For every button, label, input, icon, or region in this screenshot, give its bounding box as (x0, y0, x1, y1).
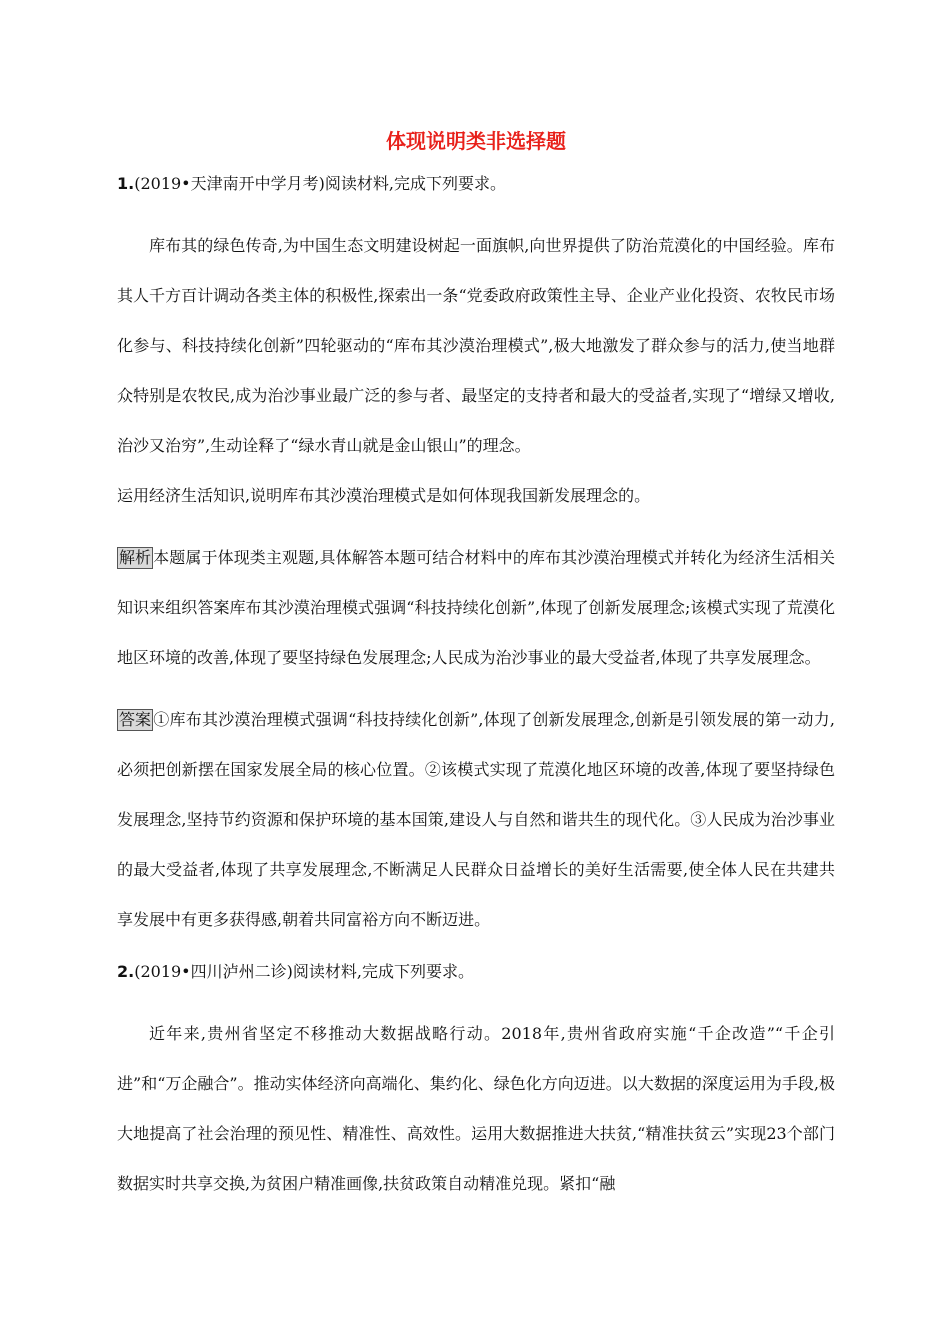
question-1-analysis (117, 533, 835, 683)
question-1 (117, 167, 835, 945)
analysis-text: 本题属于体现类主观题,具体解答本题可结合材料中的库布其沙漠治理模式并转化为经济生活相关知识来组织答案库布其沙漠治理模式强调“科技持续化创新”,体现了创新发展理念;该模式实现了荒漠化地区环境的改善,体现了要坚持绿色发展理念;人民成为治沙事业的最大受益者,体现了共享发展理念。 (117, 548, 835, 667)
question-2-material: 近年来,贵州省坚定不移推动大数据战略行动。2018年,贵州省政府实施“千企改造”“千企引进”和“万企融合”。推动实体经济向高端化、集约化、绿色化方向迈进。以大数据的深度运用为手段,极大地提高了社会治理的预见性、精准性、高效性。运用大数据推进大扶贫,“精准扶贫云”实现23个部门数据实时共享交换,为贫困户精准画像,扶贫政策自动精准兑现。紧扣“融 (117, 1024, 835, 1193)
question-1-answer (117, 695, 835, 945)
question-source: (2019•天津南开中学月考)阅读材料,完成下列要求。 (134, 174, 506, 193)
question-number: 1. (117, 174, 135, 193)
analysis-tag: 解析 (119, 548, 152, 567)
question-1-prompt: 运用经济生活知识,说明库布其沙漠治理模式是如何体现我国新发展理念的。 (117, 486, 651, 505)
page-title: 体现说明类非选择题 (386, 129, 566, 153)
question-1-header (117, 167, 835, 201)
question-2-header (117, 955, 835, 989)
answer-text: ①库布其沙漠治理模式强调“科技持续化创新”,体现了创新发展理念,创新是引领发展的第一动力,必须把创新摆在国家发展全局的核心位置。②该模式实现了荒漠化地区环境的改善,体现了要坚持绿色发展理念,坚持节约资源和保护环境的基本国策,建设人与自然和谐共生的现代化。③人民成为治沙事业的最大受益者,体现了共享发展理念,不断满足人民群众日益增长的美好生活需要,使全体人民在共建共享发展中有更多获得感,朝着共同富裕方向不断迈进。 (117, 710, 835, 929)
question-1-material: 库布其的绿色传奇,为中国生态文明建设树起一面旗帜,向世界提供了防治荒漠化的中国经验。库布其人千方百计调动各类主体的积极性,探索出一条“党委政府政策性主导、企业产业化投资、农牧民市场化参与、科技持续化创新”四轮驱动的“库布其沙漠治理模式”,极大地激发了群众参与的活力,使当地群众特别是农牧民,成为治沙事业最广泛的参与者、最坚定的支持者和最大的受益者,实现了“增绿又增收,治沙又治穷”,生动诠释了“绿水青山就是金山银山”的理念。 (117, 236, 835, 455)
question-number: 2. (117, 962, 135, 981)
question-2 (117, 955, 835, 1209)
answer-tag: 答案 (119, 710, 152, 729)
question-source: (2019•四川泸州二诊)阅读材料,完成下列要求。 (134, 962, 474, 981)
document-page (117, 125, 835, 1209)
